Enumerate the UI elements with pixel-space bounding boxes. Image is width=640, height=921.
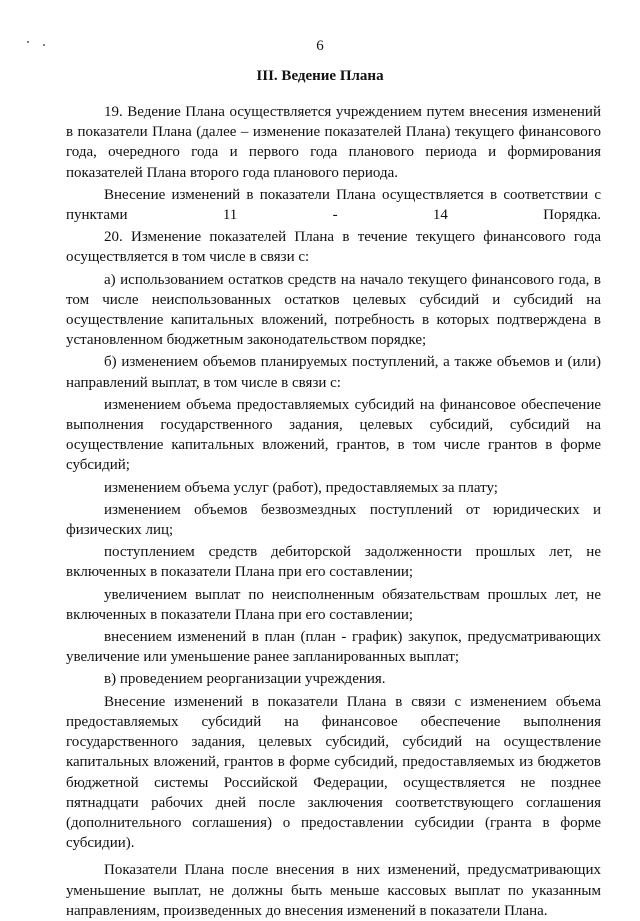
paragraph-20: 20. Изменение показателей Плана в течение текущего финансового года осуществляется в том числе в связи с: [66, 229, 601, 266]
sub-item: изменением объема предоставляемых субсидий на финансовое обеспечение выполнения государственного задания, целевых субсидий, субсидий на осуществление капитальных вложений, грантов, в том числе грантов в форме субсидий; [66, 396, 601, 474]
sub-item: изменением объемов безвозмездных поступлений от юридических и физических лиц; [66, 501, 601, 539]
sub-item: поступлением средств дебиторской задолженности прошлых лет, не включенных в показатели Плана при его составлении; [66, 544, 601, 581]
list-item-v: в) проведением реорганизации учреждения. [104, 671, 386, 688]
list-item-a: а) использованием остатков средств на начало текущего финансового года, в том числе неиспользованных остатков целевых субсидий и субсидий на осуществление капитальных вложений, потребность в которых подтверждена в установленном бюджетным законодательством порядке; [66, 271, 601, 349]
paragraph-19: 19. Ведение Плана осуществляется учреждением путем внесения изменений в показатели Плана (далее – изменение показателей Плана) текущего финансового года, очередного года и первого года планового периода и формирования показателей Плана второго года планового периода. [66, 104, 601, 181]
section-title: III. Ведение Плана [256, 68, 384, 84]
page-number: 6 [316, 38, 324, 54]
sub-item: внесением изменений в план (план - график) закупок, предусматривающих увеличение или уменьшение ранее запланированных выплат; [66, 629, 601, 666]
paragraph: Внесение изменений в показатели Плана осуществляется в соответствии с пунктами 11 - 14 Порядка. [66, 186, 601, 224]
list-item-b: б) изменением объемов планируемых поступлений, а также объемов и (или) направлений выплат, в том числе в связи с: [66, 354, 601, 391]
sub-item: изменением объема услуг (работ), предоставляемых за плату; [104, 479, 498, 496]
document-body [66, 102, 601, 921]
paragraph: Внесение изменений в показатели Плана в связи с изменением объема предоставляемых субсидий на финансовое обеспечение выполнения государственного задания, целевых субсидий, субсидий на осуществление капитальных вложений, грантов в форме субсидий, предоставляемых из бюджетов бюджетной системы Российской Федерации, осуществляется не позднее пятнадцати рабочих дней после заключения соответствующего соглашения (дополнительного соглашения) о предоставлении субсидии (гранта в форме субсидии). [66, 693, 601, 852]
sub-item: увеличением выплат по неисполненным обязательствам прошлых лет, не включенных в показатели Плана при его составлении; [66, 586, 601, 623]
paragraph: Показатели Плана после внесения в них изменений, предусматривающих уменьшение выплат, не должны быть меньше кассовых выплат по указанным направлениям, произведенных до внесения изменений в показатели Плана. [66, 862, 601, 919]
